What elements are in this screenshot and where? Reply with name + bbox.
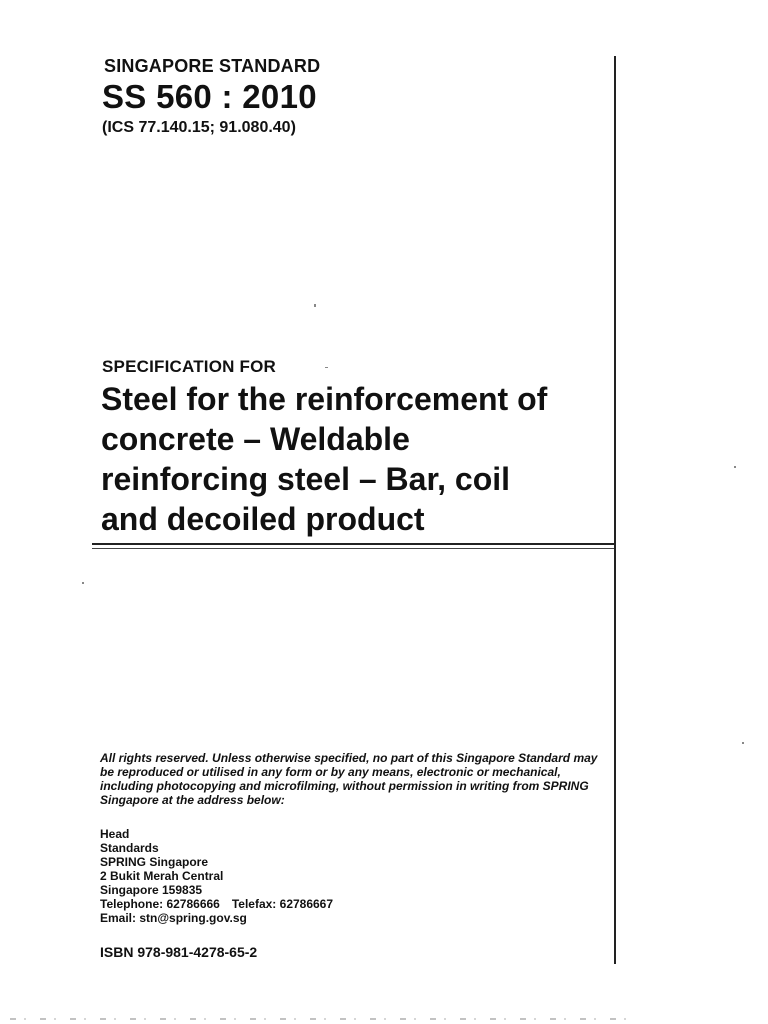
- vertical-rule: [614, 56, 616, 964]
- address-line-5: Singapore 159835: [100, 883, 203, 897]
- address-line-4: 2 Bukit Merah Central: [100, 869, 224, 883]
- scan-noise: [10, 1018, 630, 1020]
- scan-speck: [742, 742, 744, 744]
- telefax: Telefax: 62786667: [231, 897, 334, 911]
- scan-speck: [314, 304, 316, 307]
- scan-speck: [325, 367, 328, 368]
- address-line-1: Head: [100, 827, 130, 841]
- ics-codes: (ICS 77.140.15; 91.080.40): [102, 119, 296, 136]
- standard-number: SS 560 : 2010: [102, 78, 317, 115]
- address-line-2: Standards: [100, 841, 159, 855]
- title-line-1: Steel for the reinforcement of: [101, 381, 548, 417]
- standard-label: SINGAPORE STANDARD: [104, 56, 321, 76]
- scan-speck: [82, 582, 84, 584]
- email: Email: stn@spring.gov.sg: [100, 911, 247, 925]
- telephone: Telephone: 62786666: [100, 897, 220, 911]
- title-rule-thin: [92, 548, 614, 549]
- contact-phone-fax: [100, 897, 333, 911]
- title-line-4: and decoiled product: [101, 501, 425, 537]
- address-line-3: SPRING Singapore: [100, 855, 209, 869]
- title-rule-thick: [92, 543, 614, 545]
- rights-notice: All rights reserved. Unless otherwise specified, no part of this Singapore Standard may be reproduced or utilised in any form or by any means, electronic or mechanical, including photocopying and microfilming, without permission in writing from SPRING Singapore at the address below:: [100, 751, 598, 807]
- document-title: [101, 379, 613, 539]
- address-block: [100, 827, 333, 925]
- title-line-2: concrete – Weldable: [101, 421, 410, 457]
- specification-label: SPECIFICATION FOR: [102, 357, 277, 376]
- scan-speck: [734, 466, 736, 468]
- title-line-3: reinforcing steel – Bar, coil: [101, 461, 511, 497]
- isbn: ISBN 978-981-4278-65-2: [100, 944, 258, 960]
